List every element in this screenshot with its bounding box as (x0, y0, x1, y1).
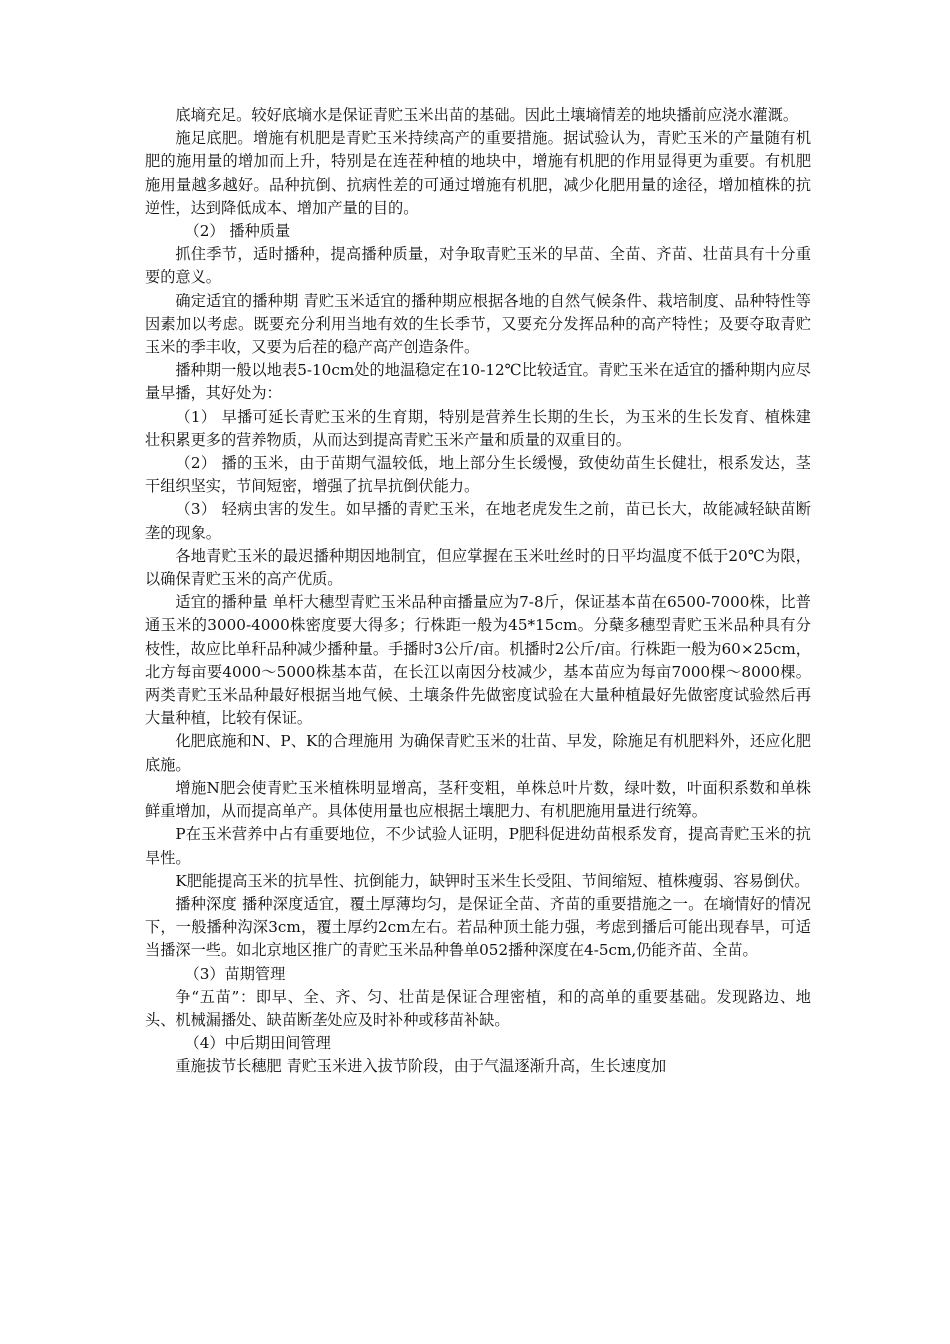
list-item-early-sowing-2: （2） 播的玉米，由于苗期气温较低，地上部分生长缓慢，致使幼苗生长健壮，根系发达，茎干组织坚实，节间短密，增强了抗旱抗倒伏能力。 (145, 454, 811, 496)
paragraph-soil-moisture: 底墒充足。较好底墒水是保证青贮玉米出苗的基础。因此土壤墒情差的地块播前应浇水灌溉。 (175, 106, 799, 124)
paragraph-sowing-depth: 播种深度 播种深度适宜，覆土厚薄均匀，是保证全苗、齐苗的重要措施之一。在墒情好的情况下，一般播种沟深3cm，覆土厚约2cm左右。若品种顶土能力强，考虑到播后可能出现春旱，可适当播深一些。如北京地区推广的青贮玉米品种鲁单052播种深度在4-5cm,仍能齐苗、全苗。 (145, 894, 811, 960)
paragraph-chemical-fertilizer: 化肥底施和N、P、K的合理施用 为确保青贮玉米的壮苗、早发，除施足有机肥料外，还应化肥底施。 (145, 732, 811, 774)
paragraph-jointing-fertilizer: 重施拔节长穗肥 青贮玉米进入拔节阶段，由于气温逐渐升高，生长速度加 (175, 1057, 667, 1076)
section-heading-seedling-management: （3）苗期管理 (184, 964, 286, 983)
list-item-early-sowing-3: （3） 轻病虫害的发生。如早播的青贮玉米，在地老虎发生之前，苗已长大，故能减轻缺苗断垄的现象。 (145, 500, 811, 542)
paragraph-latest-sowing: 各地青贮玉米的最迟播种期因地制宜，但应掌握在玉米吐丝时的日平均温度不低于20℃为限，以确保青贮玉米的高产优质。 (145, 546, 811, 589)
paragraph-timely-sowing: 抓住季节，适时播种，提高播种质量，对争取青贮玉米的早苗、全苗、齐苗、壮苗具有十分重要的意义。 (145, 245, 811, 287)
paragraph-phosphorus: P在玉米营养中占有重要地位，不少试验人证明，P肥科促进幼苗根系发育，提高青贮玉米的抗旱性。 (145, 825, 811, 867)
paragraph-potassium: K肥能提高玉米的抗旱性、抗倒能力，缺钾时玉米生长受阻、节间缩短、植株瘦弱、容易倒伏。 (175, 871, 810, 890)
list-item-early-sowing-1: （1） 早播可延长青贮玉米的生育期，特别是营养生长期的生长，为玉米的生长发育、植株建壮积累更多的营养物质，从而达到提高青贮玉米产量和质量的双重目的。 (145, 407, 811, 449)
section-heading-mid-late-management: （4）中后期田间管理 (184, 1034, 331, 1053)
paragraph-five-seedlings: 争“五苗”：即早、全、齐、匀、壮苗是保证合理密植，和的高单的重要基础。发现路边、地头、机械漏播处、缺苗断垄处应及时补种或移苗补缺。 (145, 987, 811, 1029)
paragraph-base-fertilizer: 施足底肥。增施有机肥是青贮玉米持续高产的重要措施。据试验认为，青贮玉米的产量随有机肥的施用量的增加而上升，特别是在连茬种植的地块中，增施有机肥的作用显得更为重要。有机肥施用量越多越好。品种抗倒、抗病性差的可通过增施有机肥，减少化肥用量的途径，增加植株的抗逆性，达到降低成本、增加产量的目的。 (145, 129, 811, 217)
paragraph-nitrogen: 增施N肥会使青贮玉米植株明显增高，茎秆变粗，单株总叶片数，绿叶数，叶面积系数和单株鲜重增加，从而提高单产。具体使用量也应根据土壤肥力、有机肥施用量进行统筹。 (145, 778, 811, 821)
document-body (145, 104, 811, 1079)
paragraph-sowing-period: 确定适宜的播种期 青贮玉米适宜的播种期应根据各地的自然气候条件、栽培制度、品种特性等因素加以考虑。既要充分利用当地有效的生长季节，又要充分发挥品种的高产特性；及要夺取青贮玉米的季丰收，又要为后茬的稳产高产创造条件。 (145, 291, 811, 357)
paragraph-soil-temperature: 播种期一般以地表5-10cm处的地温稳定在10-12℃比较适宜。青贮玉米在适宜的播种期内应尽量早播，其好处为： (145, 361, 811, 403)
section-heading-sowing-quality: （2） 播种质量 (184, 222, 291, 241)
paragraph-seeding-rate: 适宜的播种量 单杆大穗型青贮玉米品种亩播量应为7-8斤，保证基本苗在6500-7000株，比普通玉米的3000-4000株密度要大得多；行株距一般为45*15cm。分蘖多穗型青贮玉米品种具有分枝性，故应比单秆品种减少播种量。手播时3公斤/亩。机播时2公斤/亩。行株距一般为60×25cm，北方每亩要4000～5000株基本苗，在长江以南因分枝减少，基本苗应为每亩7000棵～8000棵。两类青贮玉米品种最好根据当地气候、土壤条件先做密度试验在大量种植最好先做密度试验然后再大量种植，比较有保证。 (145, 593, 811, 728)
